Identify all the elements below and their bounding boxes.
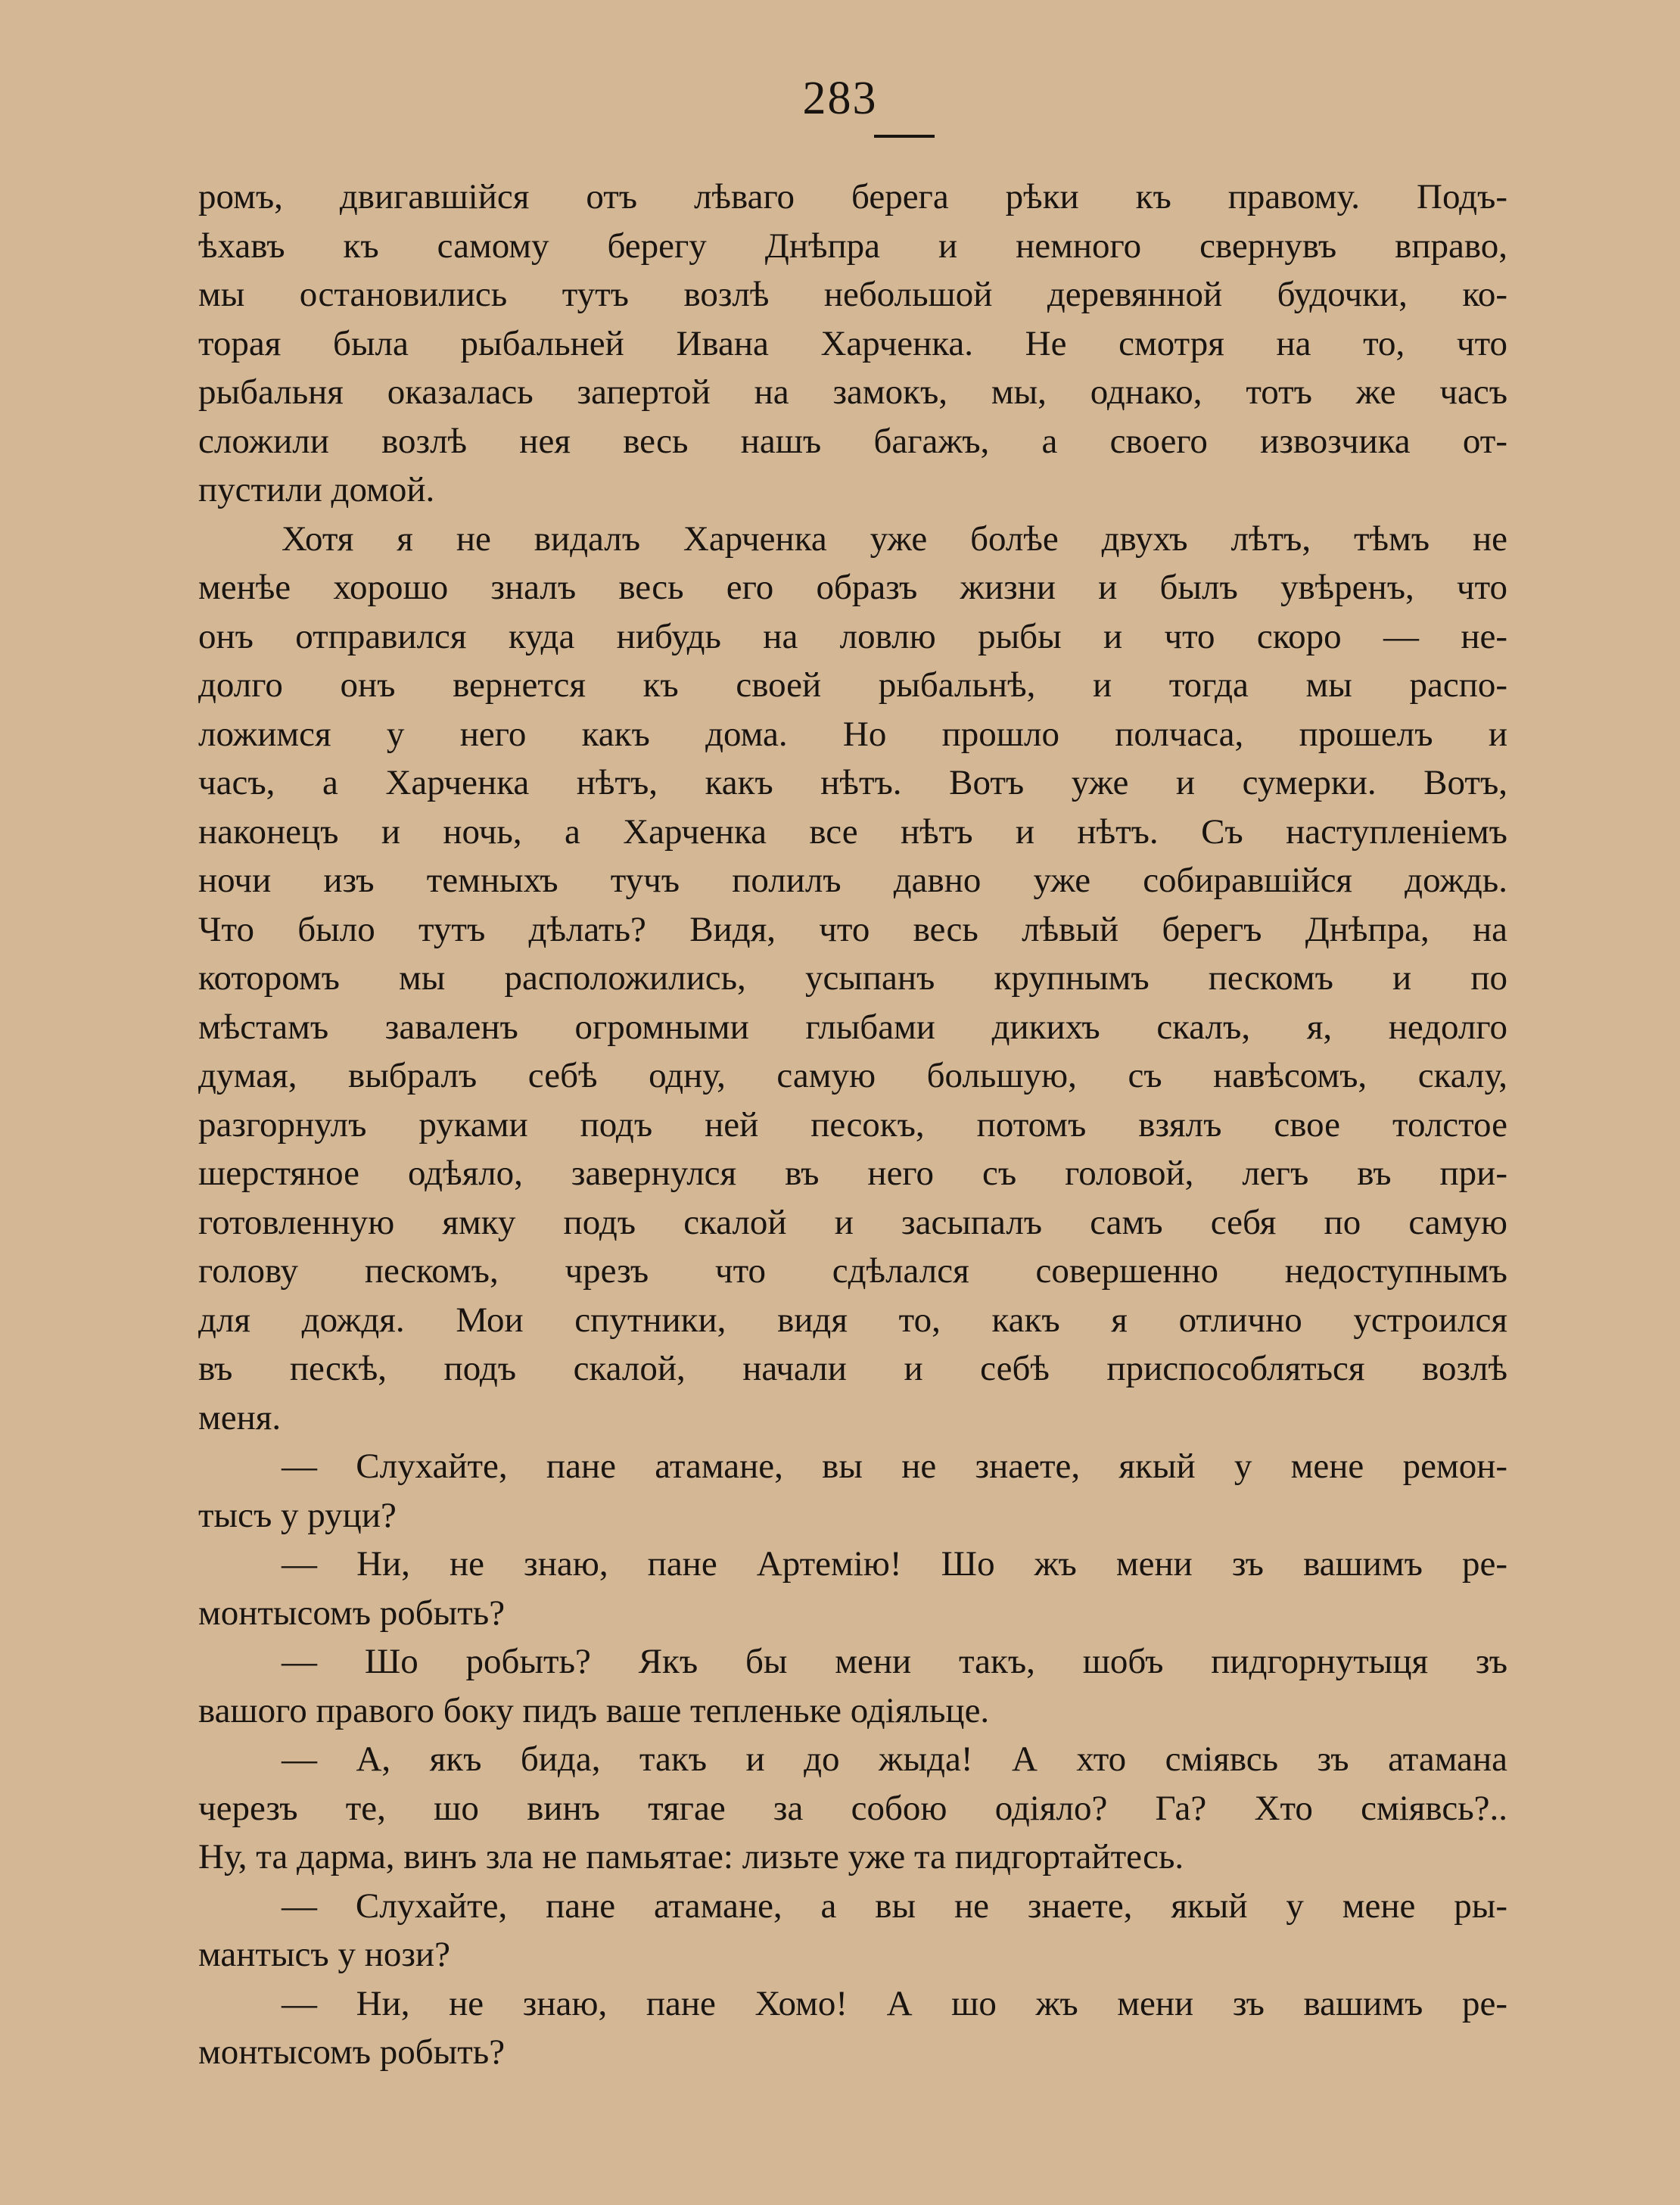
paragraph-p2 (198, 515, 1507, 1443)
text-line: которомъ мы расположились, усыпанъ крупнымъ пескомъ и по (198, 958, 1507, 998)
text-line: ромъ, двигавшійся отъ лѣваго берега рѣки къ правому. Подъ- (198, 177, 1507, 216)
page-number: 283 (802, 73, 878, 124)
text-line: готовленную ямку подъ скалой и засыпалъ самъ себя по самую (198, 1202, 1507, 1242)
text-line: Что было тутъ дѣлать? Видя, что весь лѣвый берегъ Днѣпра, на (198, 909, 1507, 949)
text-line: голову пескомъ, чрезъ что сдѣлался совершенно недоступнымъ (198, 1251, 1507, 1291)
text-body (198, 173, 1507, 2077)
text-line: черезъ те, шо винъ тягае за собою одіяло? Га? Хто сміявсь?.. (198, 1788, 1507, 1828)
text-line: долго онъ вернется къ своей рыбальнѣ, и тогда мы распо- (198, 665, 1507, 705)
text-line: ложимся у него какъ дома. Но прошло полчаса, прошелъ и (198, 714, 1507, 754)
paragraph-p6 (198, 1735, 1507, 1882)
text-line: разгорнулъ руками подъ ней песокъ, потомъ взялъ свое толстое (198, 1104, 1507, 1145)
paragraph-p8 (198, 1979, 1507, 2077)
text-line: — Ни, не знаю, пане Артемію! Шо жъ мени зъ вашимъ ре- (282, 1544, 1507, 1584)
text-line: монтысомъ робыть? (198, 1593, 506, 1633)
text-line: монтысомъ робыть? (198, 2032, 506, 2072)
text-line: — Ни, не знаю, пане Хомо! А шо жъ мени зъ вашимъ ре- (282, 1983, 1507, 2023)
text-line: — Слухайте, пане атамане, вы не знаете, якый у мене ремон- (282, 1447, 1507, 1486)
page-number-rule (874, 135, 935, 138)
text-line: наконецъ и ночь, а Харченка все нѣтъ и нѣтъ. Съ наступленіемъ (198, 811, 1507, 852)
paragraph-p3 (198, 1442, 1507, 1540)
paragraph-p5 (198, 1637, 1507, 1735)
text-line: Хотя я не видалъ Харченка уже болѣе двухъ лѣтъ, тѣмъ не (282, 519, 1507, 559)
text-line: — А, якъ бида, такъ и до жыда! А хто сміявсь зъ атамана (282, 1739, 1507, 1779)
text-line: торая была рыбальней Ивана Харченка. Не смотря на то, что (198, 323, 1507, 363)
text-line: часъ, а Харченка нѣтъ, какъ нѣтъ. Вотъ уже и сумерки. Вотъ, (198, 763, 1507, 802)
text-line: — Шо робыть? Якъ бы мени такъ, шобъ пидгорнутыця зъ (282, 1642, 1507, 1681)
text-line: шерстяное одѣяло, завернулся въ него съ головой, легъ въ при- (198, 1154, 1507, 1193)
text-line: ѣхавъ къ самому берегу Днѣпра и немного свернувъ вправо, (198, 226, 1507, 266)
text-line: онъ отправился куда нибудь на ловлю рыбы и что скоро — не- (198, 616, 1507, 656)
paragraph-p7 (198, 1882, 1507, 1979)
text-line: мѣстамъ заваленъ огромными глыбами дикихъ скалъ, я, недолго (198, 1007, 1507, 1047)
text-line: въ пескѣ, подъ скалой, начали и себѣ приспособляться возлѣ (198, 1349, 1507, 1388)
text-line: меня. (198, 1397, 282, 1437)
text-line: для дождя. Мои спутники, видя то, какъ я отлично устроился (198, 1300, 1507, 1340)
paragraph-p4 (198, 1540, 1507, 1637)
text-line: рыбальня оказалась запертой на замокъ, мы, однако, тотъ же часъ (198, 372, 1507, 412)
text-line: вашого правого боку пидъ ваше тепленьке одіяльце. (198, 1690, 990, 1730)
text-line: пустили домой. (198, 470, 435, 509)
text-line: сложили возлѣ нея весь нашъ багажъ, а своего извозчика от- (198, 421, 1507, 461)
text-line: — Слухайте, пане атамане, а вы не знаете, якый у мене ры- (282, 1886, 1507, 1926)
text-line: тысъ у руци? (198, 1495, 397, 1535)
text-line: мантысъ у нози? (198, 1935, 450, 1974)
text-line: думая, выбралъ себѣ одну, самую большую, съ навѣсомъ, скалу, (198, 1056, 1507, 1095)
text-line: менѣе хорошо зналъ весь его образъ жизни и былъ увѣренъ, что (198, 568, 1507, 607)
text-line: ночи изъ темныхъ тучъ полилъ давно уже собиравшійся дождь. (198, 861, 1507, 900)
text-line: мы остановились тутъ возлѣ небольшой деревянной будочки, ко- (198, 275, 1507, 314)
text-line: Ну, та дарма, винъ зла не памьятае: лизьте уже та пидгортайтесь. (198, 1837, 1184, 1876)
paragraph-p1 (198, 173, 1507, 515)
